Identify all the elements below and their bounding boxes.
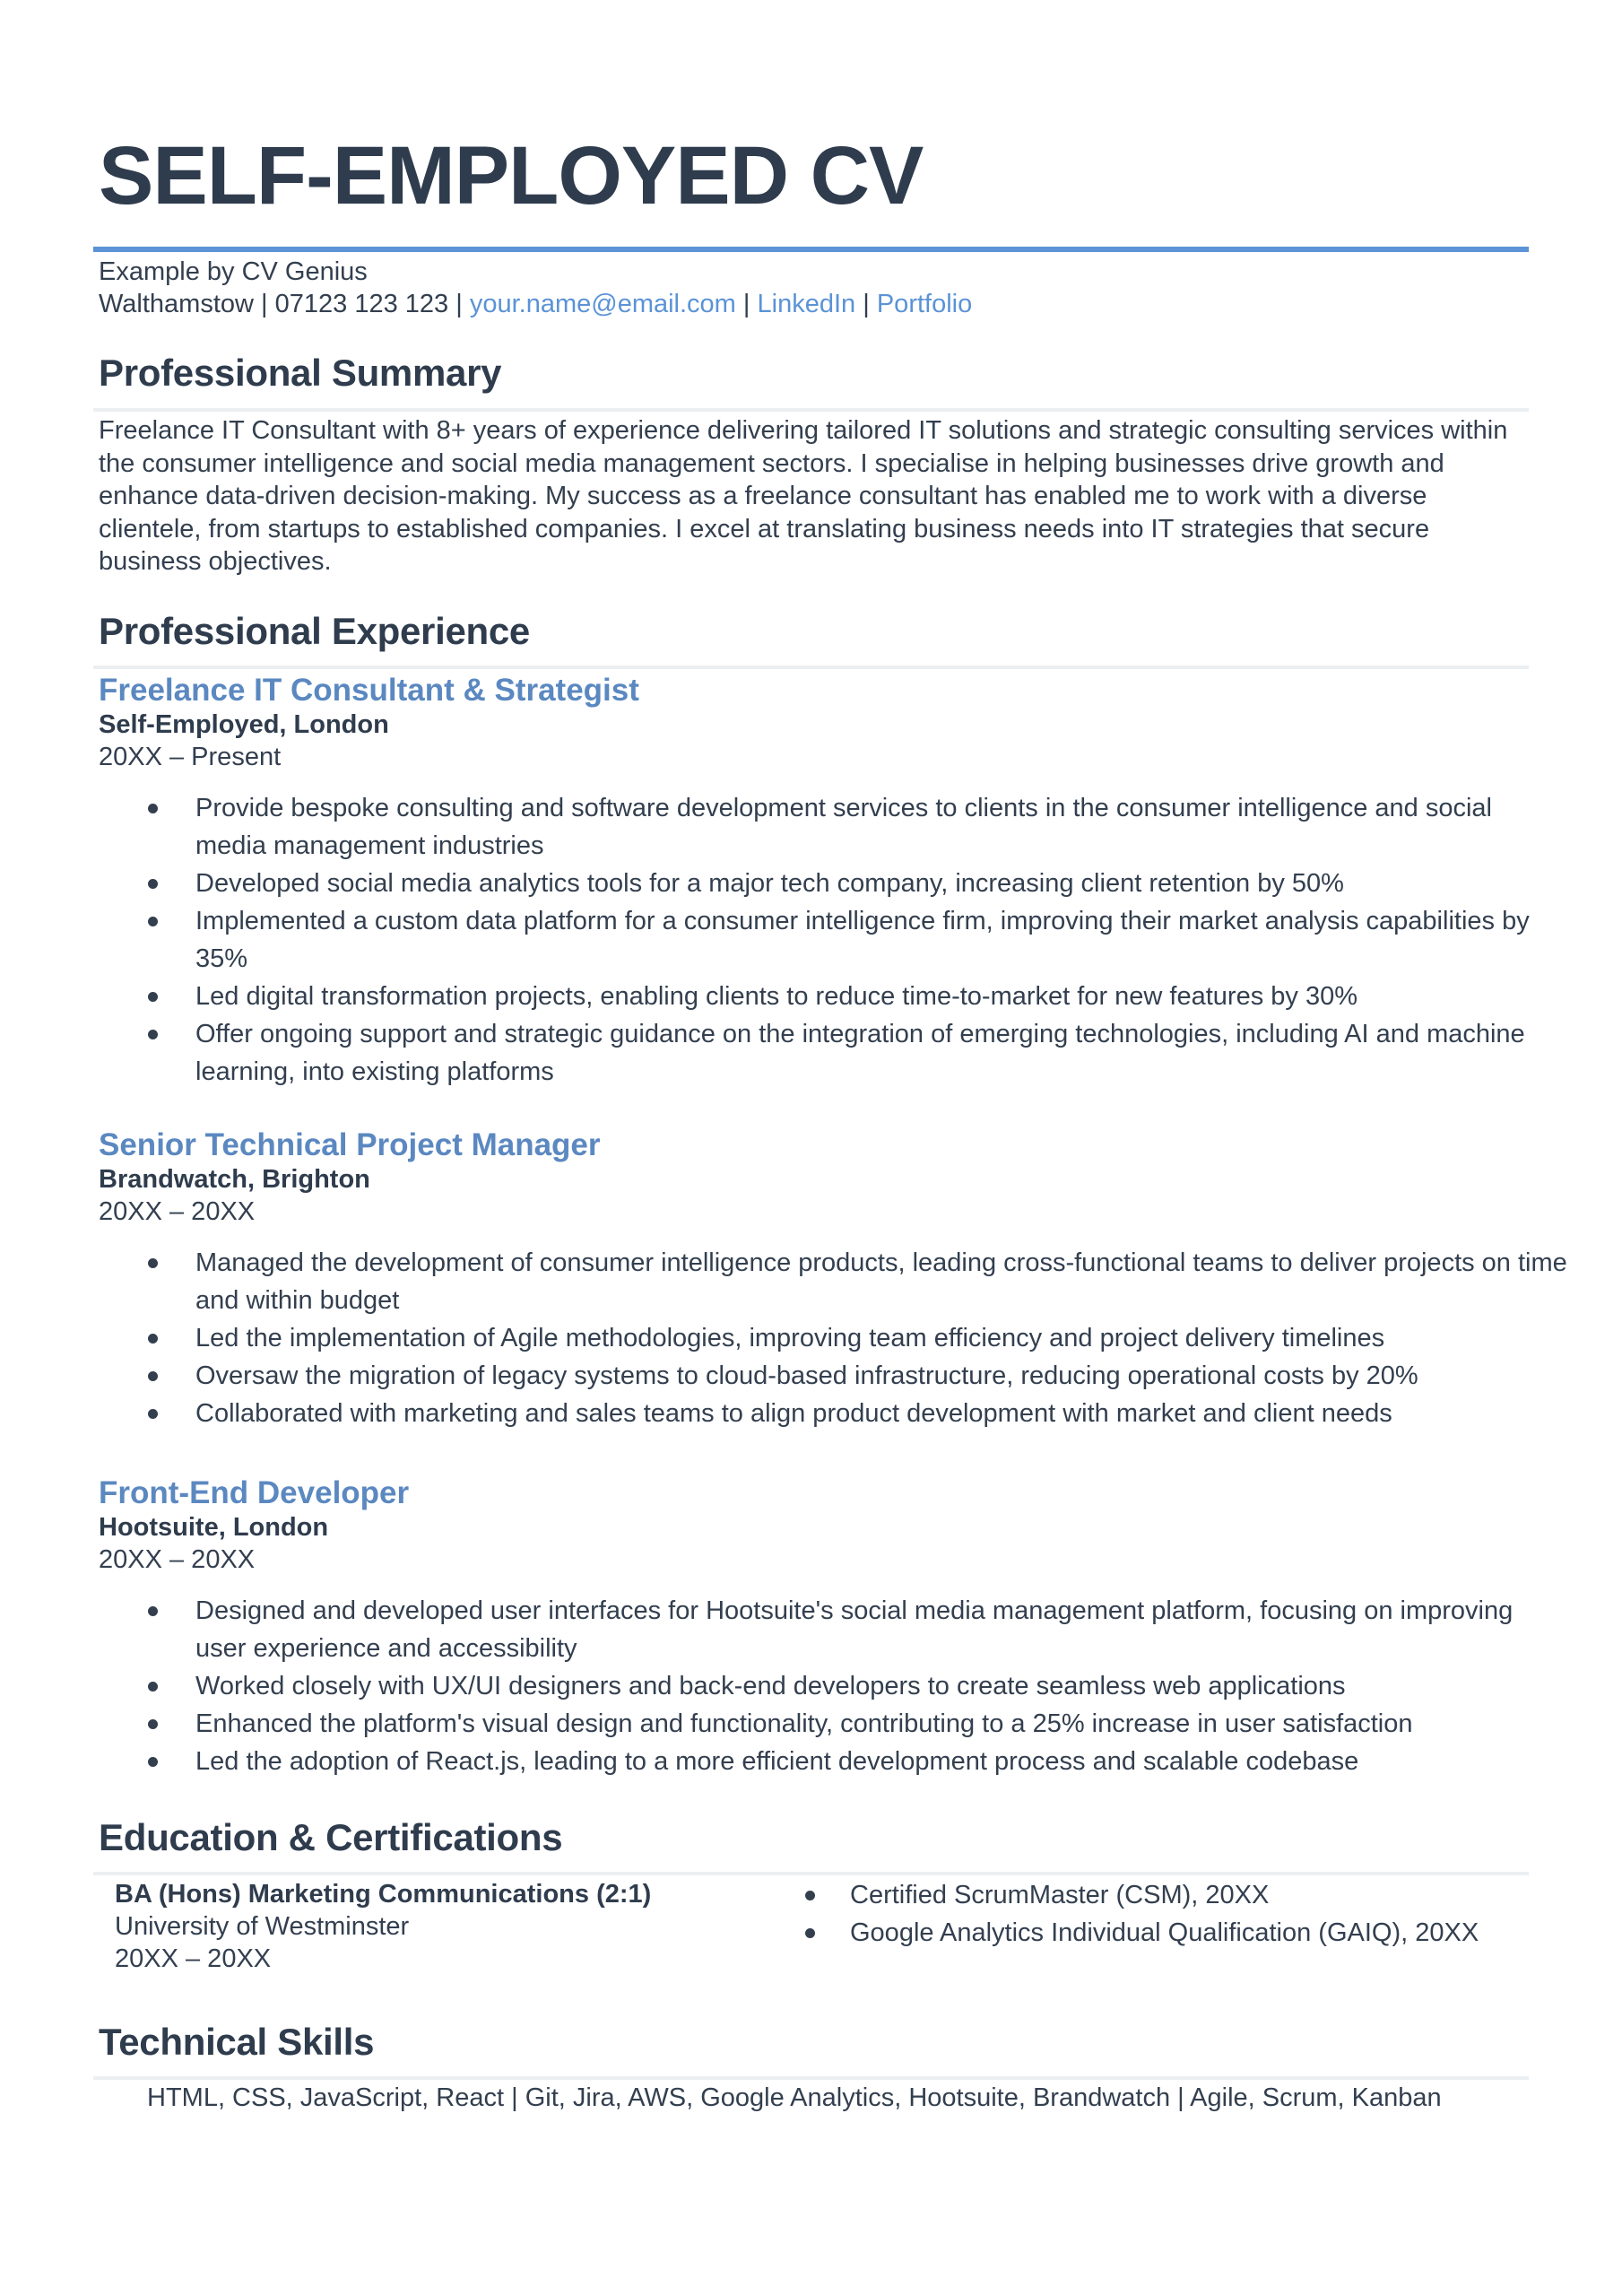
- separator: |: [863, 290, 870, 318]
- bullet-icon: [805, 1891, 815, 1900]
- summary-heading: Professional Summary: [99, 352, 502, 394]
- bullet-icon: [148, 992, 158, 1002]
- bullet-icon: [148, 1757, 158, 1767]
- job-title: Front-End Developer: [99, 1475, 410, 1510]
- certification-item: [801, 1876, 1479, 1914]
- bullet-item: [99, 902, 1567, 978]
- email-link[interactable]: your.name@email.com: [469, 290, 736, 318]
- location: Walthamstow: [99, 290, 254, 318]
- bullet-text: Worked closely with UX/UI designers and back-end developers to create seamless web applications: [195, 1672, 1346, 1700]
- education-divider: [93, 1872, 1529, 1875]
- certifications-block: [801, 1876, 1479, 1952]
- bullet-text: Implemented a custom data platform for a consumer intelligence firm, improving their market analysis capabilities by 35%: [195, 907, 1530, 973]
- bullet-text: Developed social media analytics tools for a major tech company, increasing client retention by 50%: [195, 869, 1344, 898]
- bullet-item: [99, 1319, 1567, 1357]
- bullet-icon: [148, 1719, 158, 1729]
- job-company: Hootsuite, London: [99, 1513, 329, 1542]
- bullet-text: Collaborated with marketing and sales teams to align product development with market and client needs: [195, 1399, 1392, 1428]
- job-bullets: [99, 1592, 1533, 1780]
- contact-block: [99, 256, 972, 320]
- job-bullets: [99, 789, 1533, 1091]
- skills-divider: [93, 2076, 1529, 2080]
- bullet-item: [99, 1244, 1567, 1319]
- bullet-item: [99, 789, 1567, 865]
- bullet-text: Offer ongoing support and strategic guidance on the integration of emerging technologies, including AI and machine learning, into existing platforms: [195, 1020, 1525, 1086]
- bullet-item: [99, 865, 1567, 902]
- bullet-item: [99, 1357, 1567, 1395]
- certifications-list: [801, 1876, 1479, 1952]
- bullet-icon: [148, 1334, 158, 1344]
- bullet-text: Enhanced the platform's visual design and functionality, contributing to a 25% increase in user satisfaction: [195, 1709, 1413, 1738]
- bullet-text: Led the implementation of Agile methodologies, improving team efficiency and project delivery timelines: [195, 1324, 1385, 1352]
- bullet-text: Provide bespoke consulting and software development services to clients in the consumer intelligence and social media management industries: [195, 794, 1492, 860]
- degree-title: BA (Hons) Marketing Communications (2:1): [115, 1880, 652, 1909]
- bullet-icon: [148, 1682, 158, 1692]
- experience-heading: Professional Experience: [99, 610, 530, 652]
- education-heading: Education & Certifications: [99, 1816, 563, 1858]
- separator: |: [261, 290, 268, 318]
- job-dates: 20XX – Present: [99, 743, 282, 771]
- portfolio-link[interactable]: Portfolio: [876, 290, 973, 318]
- job-entry: [99, 1127, 1567, 1432]
- degree-block: [115, 1878, 651, 1975]
- bullet-text: Designed and developed user interfaces for Hootsuite's social media management platform, focusing on improving user experience and accessibility: [195, 1596, 1514, 1663]
- experience-divider: [93, 665, 1529, 669]
- bullet-item: [99, 1592, 1567, 1667]
- bullet-icon: [805, 1928, 815, 1938]
- job-dates: 20XX – 20XX: [99, 1197, 256, 1226]
- certification-item: [801, 1914, 1479, 1952]
- bullet-item: [99, 1743, 1567, 1780]
- bullet-text: Managed the development of consumer intelligence products, leading cross-functional teams to deliver projects on time and within budget: [195, 1248, 1567, 1315]
- title-divider: [93, 247, 1529, 252]
- job-entry: [99, 673, 1533, 1091]
- byline: Example by CV Genius: [99, 257, 368, 286]
- cv-title: SELF-EMPLOYED CV: [99, 130, 924, 222]
- bullet-item: [99, 1395, 1567, 1432]
- bullet-item: [99, 1667, 1567, 1705]
- separator: |: [455, 290, 463, 318]
- job-entry: [99, 1475, 1533, 1780]
- job-company: Brandwatch, Brighton: [99, 1165, 370, 1194]
- bullet-item: [99, 1705, 1567, 1743]
- separator: |: [742, 290, 750, 318]
- skills-text: HTML, CSS, JavaScript, React | Git, Jira, AWS, Google Analytics, Hootsuite, Brandwatch | Agile, Scrum, Kanban: [147, 2083, 1442, 2112]
- bullet-icon: [148, 879, 158, 889]
- institution: University of Westminster: [115, 1912, 410, 1941]
- job-company: Self-Employed, London: [99, 710, 389, 739]
- degree-dates: 20XX – 20XX: [115, 1944, 272, 1973]
- linkedin-link[interactable]: LinkedIn: [757, 290, 856, 318]
- bullet-icon: [148, 1030, 158, 1039]
- bullet-text: Led digital transformation projects, enabling clients to reduce time-to-market for new features by 30%: [195, 982, 1357, 1011]
- bullet-icon: [148, 804, 158, 813]
- bullet-icon: [148, 1409, 158, 1419]
- job-bullets: [99, 1244, 1567, 1432]
- bullet-text: Oversaw the migration of legacy systems to cloud-based infrastructure, reducing operational costs by 20%: [195, 1361, 1418, 1390]
- certification-text: Certified ScrumMaster (CSM), 20XX: [850, 1881, 1270, 1909]
- job-title: Freelance IT Consultant & Strategist: [99, 673, 639, 708]
- certification-text: Google Analytics Individual Qualification (GAIQ), 20XX: [850, 1918, 1479, 1947]
- job-title: Senior Technical Project Manager: [99, 1127, 601, 1162]
- summary-divider: [93, 408, 1529, 412]
- phone: 07123 123 123: [274, 290, 449, 318]
- bullet-text: Led the adoption of React.js, leading to a more efficient development process and scalable codebase: [195, 1747, 1359, 1776]
- bullet-icon: [148, 917, 158, 926]
- summary-text: Freelance IT Consultant with 8+ years of experience delivering tailored IT solutions and strategic consulting services within the consumer intelligence and social media management sectors. I specialise in helping businesses drive growth and enhance data-driven decision-making. My success as a freelance consultant has enabled me to work with a diverse clientele, from startups to established companies. I excel at translating business needs into IT strategies that secure business objectives.: [99, 416, 1508, 577]
- contact-line: [99, 288, 972, 320]
- bullet-icon: [148, 1606, 158, 1616]
- bullet-item: [99, 1015, 1567, 1091]
- bullet-item: [99, 978, 1567, 1015]
- skills-heading: Technical Skills: [99, 2021, 375, 2063]
- bullet-icon: [148, 1258, 158, 1268]
- job-dates: 20XX – 20XX: [99, 1545, 256, 1574]
- bullet-icon: [148, 1371, 158, 1381]
